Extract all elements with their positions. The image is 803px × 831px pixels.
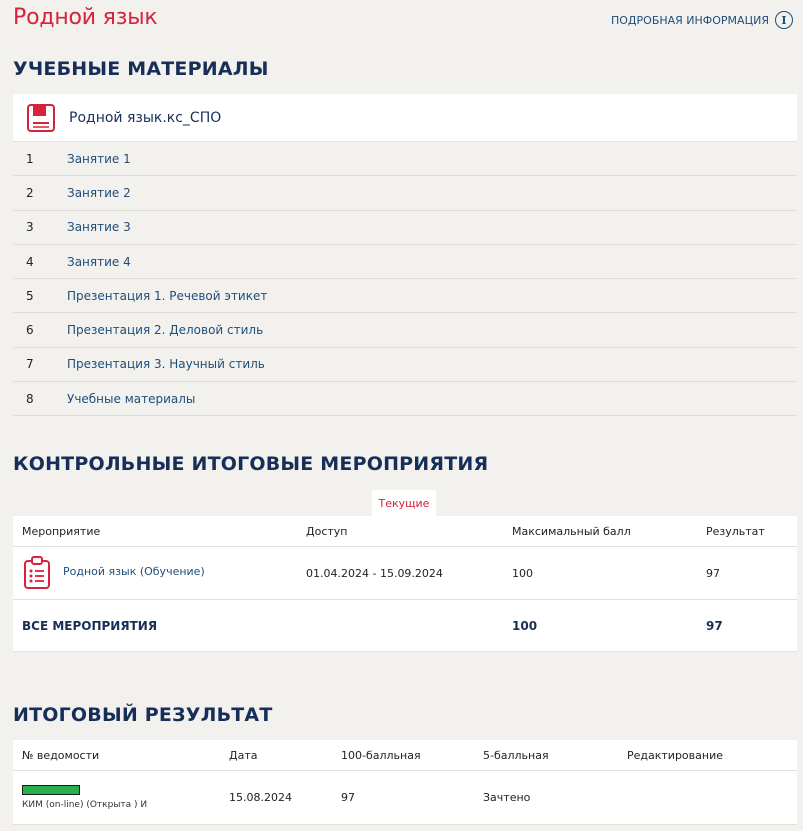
material-link[interactable]: Занятие 4 bbox=[67, 254, 131, 269]
material-row bbox=[13, 348, 797, 382]
final-table bbox=[13, 740, 797, 825]
material-link[interactable]: Учебные материалы bbox=[67, 391, 196, 406]
details-link-label: ПОДРОБНАЯ ИНФОРМАЦИЯ bbox=[611, 13, 769, 27]
material-num: 7 bbox=[26, 357, 34, 372]
page-title: Родной язык bbox=[13, 5, 158, 30]
status-bar bbox=[22, 785, 80, 795]
final-date: 15.08.2024 bbox=[229, 791, 292, 804]
material-row bbox=[13, 279, 797, 313]
material-num: 5 bbox=[26, 288, 34, 303]
material-row bbox=[13, 211, 797, 245]
final-section-title: ИТОГОВЫЙ РЕЗУЛЬТАТ bbox=[13, 704, 273, 726]
statement-cell bbox=[13, 785, 229, 810]
col-access: Доступ bbox=[306, 524, 348, 538]
event-max-score: 100 bbox=[512, 566, 533, 580]
col-edit: Редактирование bbox=[627, 748, 723, 762]
table-row bbox=[13, 771, 797, 825]
material-row bbox=[13, 176, 797, 210]
material-link[interactable]: Занятие 3 bbox=[67, 220, 131, 235]
col-score100: 100-балльная bbox=[341, 748, 421, 762]
course-title: Родной язык.кс_СПО bbox=[69, 109, 222, 126]
material-num: 4 bbox=[26, 254, 34, 269]
events-total-row bbox=[13, 600, 797, 652]
book-icon bbox=[25, 102, 57, 134]
events-table-header bbox=[13, 516, 797, 547]
materials-list bbox=[13, 94, 797, 416]
material-link[interactable]: Презентация 1. Речевой этикет bbox=[67, 288, 268, 303]
material-num: 8 bbox=[26, 391, 34, 406]
event-link[interactable]: Родной язык (Обучение) bbox=[63, 564, 205, 578]
col-statement: № ведомости bbox=[22, 748, 100, 762]
table-row bbox=[13, 547, 797, 600]
material-num: 2 bbox=[26, 185, 34, 200]
material-row bbox=[13, 382, 797, 416]
course-header bbox=[13, 94, 797, 142]
material-link[interactable]: Занятие 1 bbox=[67, 151, 131, 166]
material-link[interactable]: Презентация 2. Деловой стиль bbox=[67, 323, 264, 338]
event-cell bbox=[13, 556, 306, 590]
col-event: Мероприятие bbox=[22, 524, 101, 538]
material-row bbox=[13, 245, 797, 279]
final-score5: Зачтено bbox=[483, 791, 531, 804]
events-table bbox=[13, 516, 797, 652]
statement-label: КИМ (on-line) (Открыта ) И bbox=[22, 800, 148, 810]
event-access: 01.04.2024 - 15.09.2024 bbox=[306, 566, 443, 580]
material-num: 6 bbox=[26, 323, 34, 338]
material-row bbox=[13, 142, 797, 176]
col-max-score: Максимальный балл bbox=[512, 524, 631, 538]
material-num: 3 bbox=[26, 220, 34, 235]
col-date: Дата bbox=[229, 748, 258, 762]
material-row bbox=[13, 313, 797, 347]
materials-section-title: УЧЕБНЫЕ МАТЕРИАЛЫ bbox=[13, 58, 269, 80]
final-table-header bbox=[13, 740, 797, 771]
final-score100: 97 bbox=[341, 791, 355, 804]
material-link[interactable]: Презентация 3. Научный стиль bbox=[67, 357, 265, 372]
material-link[interactable]: Занятие 2 bbox=[67, 185, 131, 200]
col-result: Результат bbox=[706, 524, 765, 538]
total-label: ВСЕ МЕРОПРИЯТИЯ bbox=[22, 618, 158, 633]
material-num: 1 bbox=[26, 151, 34, 166]
event-result: 97 bbox=[706, 566, 720, 580]
total-max-score: 100 bbox=[512, 618, 538, 633]
tab-current[interactable]: Текущие bbox=[372, 490, 436, 516]
col-score5: 5-балльная bbox=[483, 748, 549, 762]
info-icon: I bbox=[775, 11, 793, 29]
clipboard-icon bbox=[23, 556, 51, 590]
events-section-title: КОНТРОЛЬНЫЕ ИТОГОВЫЕ МЕРОПРИЯТИЯ bbox=[13, 453, 489, 475]
total-result: 97 bbox=[706, 618, 723, 633]
details-link[interactable] bbox=[611, 11, 793, 29]
